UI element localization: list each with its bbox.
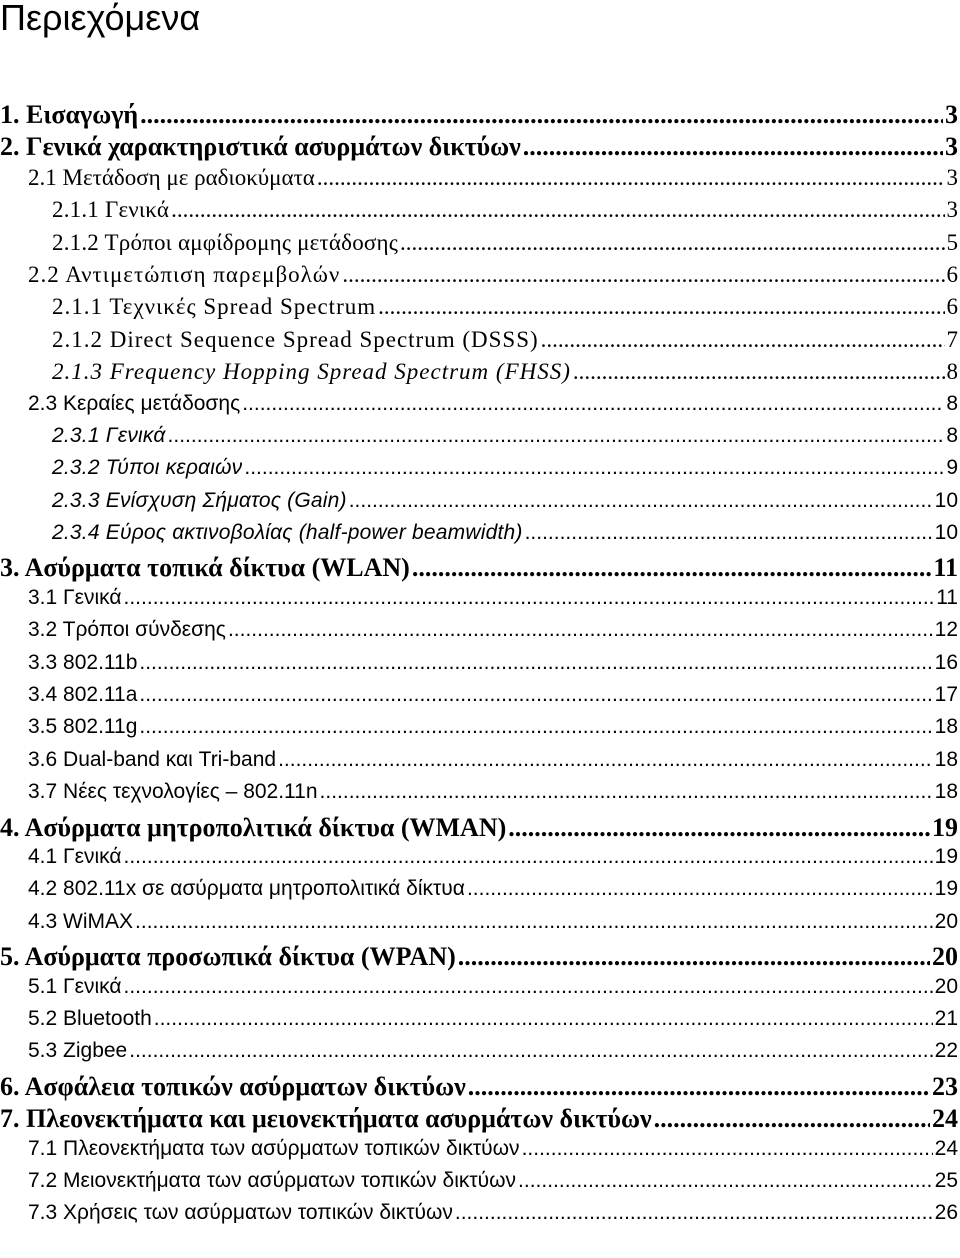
dot-leader [244,456,944,480]
toc-entry-label: 5.2 Bluetooth [28,1006,152,1030]
toc-entry[interactable] [0,715,958,747]
dot-leader [455,1201,933,1225]
dot-leader [135,910,933,934]
toc-entry[interactable] [0,618,958,650]
toc-entry-label: 4.1 Γενικά [28,844,122,868]
toc-entry-page: 6 [946,294,958,320]
toc-entry-page: 22 [934,1039,958,1063]
toc-entry[interactable] [0,1169,958,1201]
toc-entry-label: 4.3 WiMAX [28,909,134,933]
dot-leader [508,813,930,843]
toc-entry-page: 3 [946,197,958,223]
toc-entry-page: 7 [946,326,958,352]
dot-leader [525,521,933,545]
toc-entry-page: 9 [946,456,958,480]
toc-entry-page: 17 [934,683,958,707]
dot-leader [171,197,944,223]
toc-entry-label: 3.6 Dual-band και Tri-band [28,747,277,771]
toc-entry-label: 7. Πλεονεκτήματα και μειονεκτήματα ασυρμάτων δικτύων [0,1104,652,1134]
dot-leader [541,327,945,353]
toc-entry[interactable] [0,294,958,326]
toc-entry-label: 3.2 Τρόποι σύνδεσης [28,618,226,642]
toc-entry-page: 19 [934,877,958,901]
dot-leader [317,165,945,191]
dot-leader [139,651,932,675]
toc-entry-label: 2.1.2 Τρόποι αμφίδρομης μετάδοσης [52,229,399,255]
dot-leader [400,230,944,256]
toc-entry[interactable] [0,262,958,294]
toc-entry-page: 11 [933,553,958,583]
page-title: Περιεχόμενα [0,0,201,38]
toc-entry-label: 3.5 802.11g [28,715,138,739]
toc-entry-page: 20 [934,909,958,933]
toc-entry-page: 8 [946,423,958,447]
toc-entry[interactable] [0,1137,958,1169]
dot-leader [139,715,932,739]
toc-entry-label: 5.3 Zigbee [28,1039,128,1063]
dot-leader [458,942,930,972]
dot-leader [320,780,933,804]
dot-leader [412,553,932,583]
toc-entry[interactable] [0,132,958,164]
dot-leader [278,748,933,772]
toc-entry[interactable] [0,424,958,456]
toc-entry-label: 7.1 Πλεονεκτήματα των ασύρματων τοπικών δικτύων [28,1136,520,1160]
toc-entry[interactable] [0,553,958,585]
toc-entry[interactable] [0,1072,958,1104]
toc-entry-page: 24 [932,1104,958,1134]
dot-leader [467,877,933,901]
toc-entry-label: 3.4 802.11a [28,683,138,707]
toc-entry[interactable] [0,975,958,1007]
toc-entry-label: 2.1.1 Τεχνικές Spread Spectrum [52,294,377,320]
toc-entry[interactable] [0,1039,958,1071]
dot-leader [124,975,933,999]
toc-entry-page: 8 [946,391,958,415]
dot-leader [168,424,945,448]
dot-leader [124,845,933,869]
toc-entry[interactable] [0,100,958,132]
toc-entry-label: 2. Γενικά χαρακτηριστικά ασυρμάτων δικτύων [0,132,521,162]
toc-entry-page: 8 [946,359,958,385]
table-of-contents [0,100,958,1234]
toc-entry-label: 7.2 Μειονεκτήματα των ασύρματων τοπικών δικτύων [28,1168,517,1192]
toc-entry[interactable] [0,489,958,521]
dot-leader [140,100,943,130]
toc-entry-page: 5 [946,229,958,255]
toc-entry[interactable] [0,456,958,488]
toc-entry-page: 21 [934,1006,958,1030]
toc-entry[interactable] [0,165,958,197]
toc-entry-label: 6. Ασφάλεια τοπικών ασύρματων δικτύων [0,1071,466,1101]
toc-entry-label: 3. Ασύρματα τοπικά δίκτυα (WLAN) [0,553,410,583]
toc-entry[interactable] [0,392,958,424]
toc-entry-label: 4.2 802.11x σε ασύρματα μητροπολιτικά δίκτυα [28,877,465,901]
toc-entry[interactable] [0,327,958,359]
toc-entry-page: 3 [945,100,958,129]
toc-entry-label: 2.3.3 Ενίσχυση Σήματος (Gain) [52,488,347,512]
toc-entry[interactable] [0,683,958,715]
dot-leader [654,1104,930,1134]
toc-entry-page: 20 [934,974,958,998]
toc-entry-page: 6 [946,261,958,287]
toc-entry-page: 10 [934,488,958,512]
toc-entry-label: 2.3.1 Γενικά [52,423,166,447]
dot-leader [129,1039,932,1063]
toc-entry[interactable] [0,1007,958,1039]
toc-entry[interactable] [0,845,958,877]
toc-entry-page: 26 [934,1201,958,1225]
toc-entry-page: 19 [932,812,958,842]
toc-entry[interactable] [0,359,958,391]
dot-leader [468,1072,930,1102]
toc-entry[interactable] [0,877,958,909]
toc-entry[interactable] [0,1201,958,1233]
toc-entry-label: 2.3.4 Εύρος ακτινοβολίας (half-power beamwidth) [52,521,523,545]
toc-entry-page: 11 [936,585,958,609]
toc-entry[interactable] [0,748,958,780]
toc-entry-page: 3 [945,132,958,162]
dot-leader [139,683,932,707]
dot-leader [242,392,944,416]
toc-entry-label: 2.2 Αντιμετώπιση παρεμβολών [28,261,341,287]
dot-leader [349,489,933,513]
toc-entry-label: 7.3 Χρήσεις των ασύρματων τοπικών δικτύων [28,1201,453,1225]
dot-leader [342,262,944,288]
toc-entry[interactable] [0,942,958,974]
toc-entry-page: 19 [934,844,958,868]
toc-entry[interactable] [0,651,958,683]
dot-leader [518,1169,933,1193]
toc-entry[interactable] [0,910,958,942]
toc-entry[interactable] [0,586,958,618]
dot-leader [523,132,943,162]
toc-entry[interactable] [0,780,958,812]
toc-entry-label: 5.1 Γενικά [28,974,122,998]
toc-entry[interactable] [0,813,958,845]
toc-entry-label: 2.1.3 Frequency Hopping Spread Spectrum (FHSS) [52,359,571,385]
toc-entry-page: 23 [932,1071,958,1101]
toc-entry-label: 3.1 Γενικά [28,585,122,609]
toc-entry[interactable] [0,1104,958,1136]
toc-entry-label: 2.3 Κεραίες μετάδοσης [28,391,241,415]
toc-entry-label: 2.1.1 Γενικά [52,197,170,223]
toc-entry-label: 2.1 Μετάδοση με ραδιοκύματα [28,164,315,190]
toc-entry[interactable] [0,197,958,229]
dot-leader [124,586,935,610]
toc-entry-page: 10 [934,521,958,545]
toc-entry-label: 2.1.2 Direct Sequence Spread Spectrum (DSSS) [52,326,539,352]
toc-entry-page: 18 [934,780,958,804]
toc-entry-page: 18 [934,715,958,739]
dot-leader [154,1007,933,1031]
toc-entry-label: 5. Ασύρματα προσωπικά δίκτυα (WPAN) [0,942,456,972]
toc-entry-page: 18 [934,747,958,771]
toc-entry-page: 24 [934,1136,958,1160]
toc-entry-page: 20 [932,942,958,972]
toc-entry[interactable] [0,521,958,553]
toc-entry-page: 25 [934,1168,958,1192]
toc-entry-label: 1. Εισαγωγή [0,100,139,129]
toc-entry[interactable] [0,230,958,262]
toc-entry-label: 4. Ασύρματα μητροπολιτικά δίκτυα (WMAN) [0,812,507,842]
toc-entry-label: 2.3.2 Τύποι κεραιών [52,456,243,480]
dot-leader [522,1137,933,1161]
dot-leader [378,294,944,320]
toc-entry-page: 12 [934,618,958,642]
dot-leader [228,618,933,642]
toc-entry-label: 3.3 802.11b [28,650,138,674]
toc-entry-page: 16 [934,650,958,674]
dot-leader [573,359,945,385]
toc-entry-label: 3.7 Νέες τεχνολογίες – 802.11n [28,780,318,804]
toc-entry-page: 3 [946,164,958,190]
